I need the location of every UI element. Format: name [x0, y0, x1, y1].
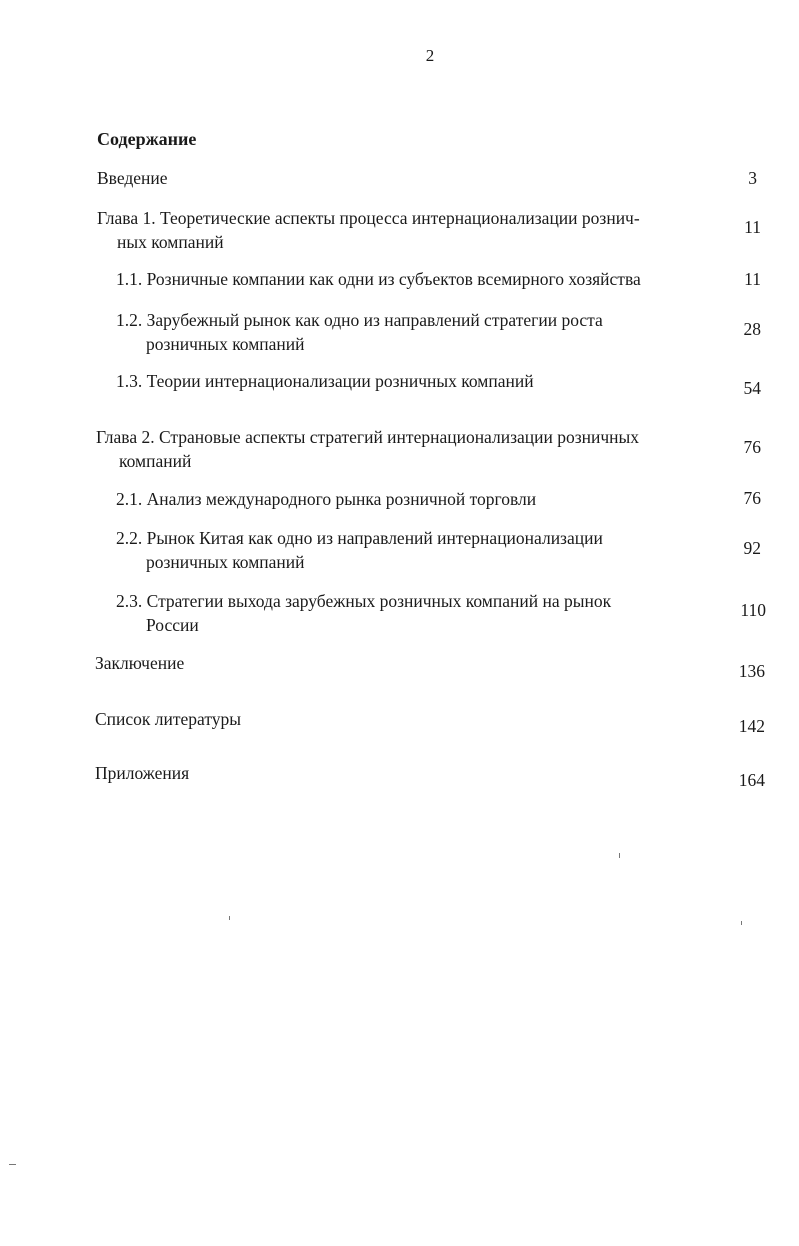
toc-entry-page: 11: [744, 217, 761, 237]
toc-entry-page: 76: [743, 488, 761, 508]
scan-speck: [619, 853, 620, 858]
toc-entry-text-cont: ных компаний: [117, 232, 224, 252]
toc-entry-page: 136: [738, 661, 765, 681]
scan-speck: [9, 1164, 16, 1165]
toc-entry-text-cont: компаний: [119, 451, 192, 471]
toc-entry-page: 28: [743, 319, 761, 339]
toc-entry-text: Список литературы: [95, 709, 242, 729]
toc-entry-text: Приложения: [95, 763, 190, 783]
page-number: 2: [425, 46, 435, 65]
toc-entry-text: Глава 2. Страновые аспекты стратегий интернационализации розничных: [96, 427, 640, 447]
toc-entry-text: Введение: [97, 168, 168, 188]
toc-entry-text: 2.2. Рынок Китая как одно из направлений интернационализации: [116, 528, 603, 548]
toc-entry-text: 2.3. Стратегии выхода зарубежных розничных компаний на рынок: [116, 591, 612, 611]
scan-speck: [741, 921, 742, 925]
toc-entry-page: 110: [740, 600, 766, 620]
toc-entry-page: 54: [743, 378, 761, 398]
toc-entry-page: 3: [748, 168, 757, 188]
toc-entry-text-cont: розничных компаний: [146, 552, 305, 572]
toc-entry-text: Глава 1. Теоретические аспекты процесса интернационализации рознич-: [97, 208, 640, 228]
toc-entry-text: 2.1. Анализ международного рынка розничной торговли: [116, 489, 537, 509]
toc-entry-page: 164: [738, 770, 765, 790]
toc-entry-text: 1.1. Розничные компании как одни из субъектов всемирного хозяйства: [116, 269, 641, 289]
toc-title: Содержание: [97, 129, 197, 149]
toc-entry-text: 1.2. Зарубежный рынок как одно из направлений стратегии роста: [116, 310, 603, 330]
toc-entry-text: 1.3. Теории интернационализации розничных компаний: [116, 371, 534, 391]
toc-entry-page: 92: [743, 538, 761, 558]
toc-entry-text-cont: России: [146, 615, 199, 635]
toc-entry-page: 142: [738, 716, 765, 736]
toc-entry-page: 11: [744, 269, 761, 289]
scan-speck: [229, 916, 230, 920]
toc-entry-text-cont: розничных компаний: [146, 334, 305, 354]
toc-entry-page: 76: [743, 437, 761, 457]
toc-entry-text: Заключение: [95, 653, 185, 673]
